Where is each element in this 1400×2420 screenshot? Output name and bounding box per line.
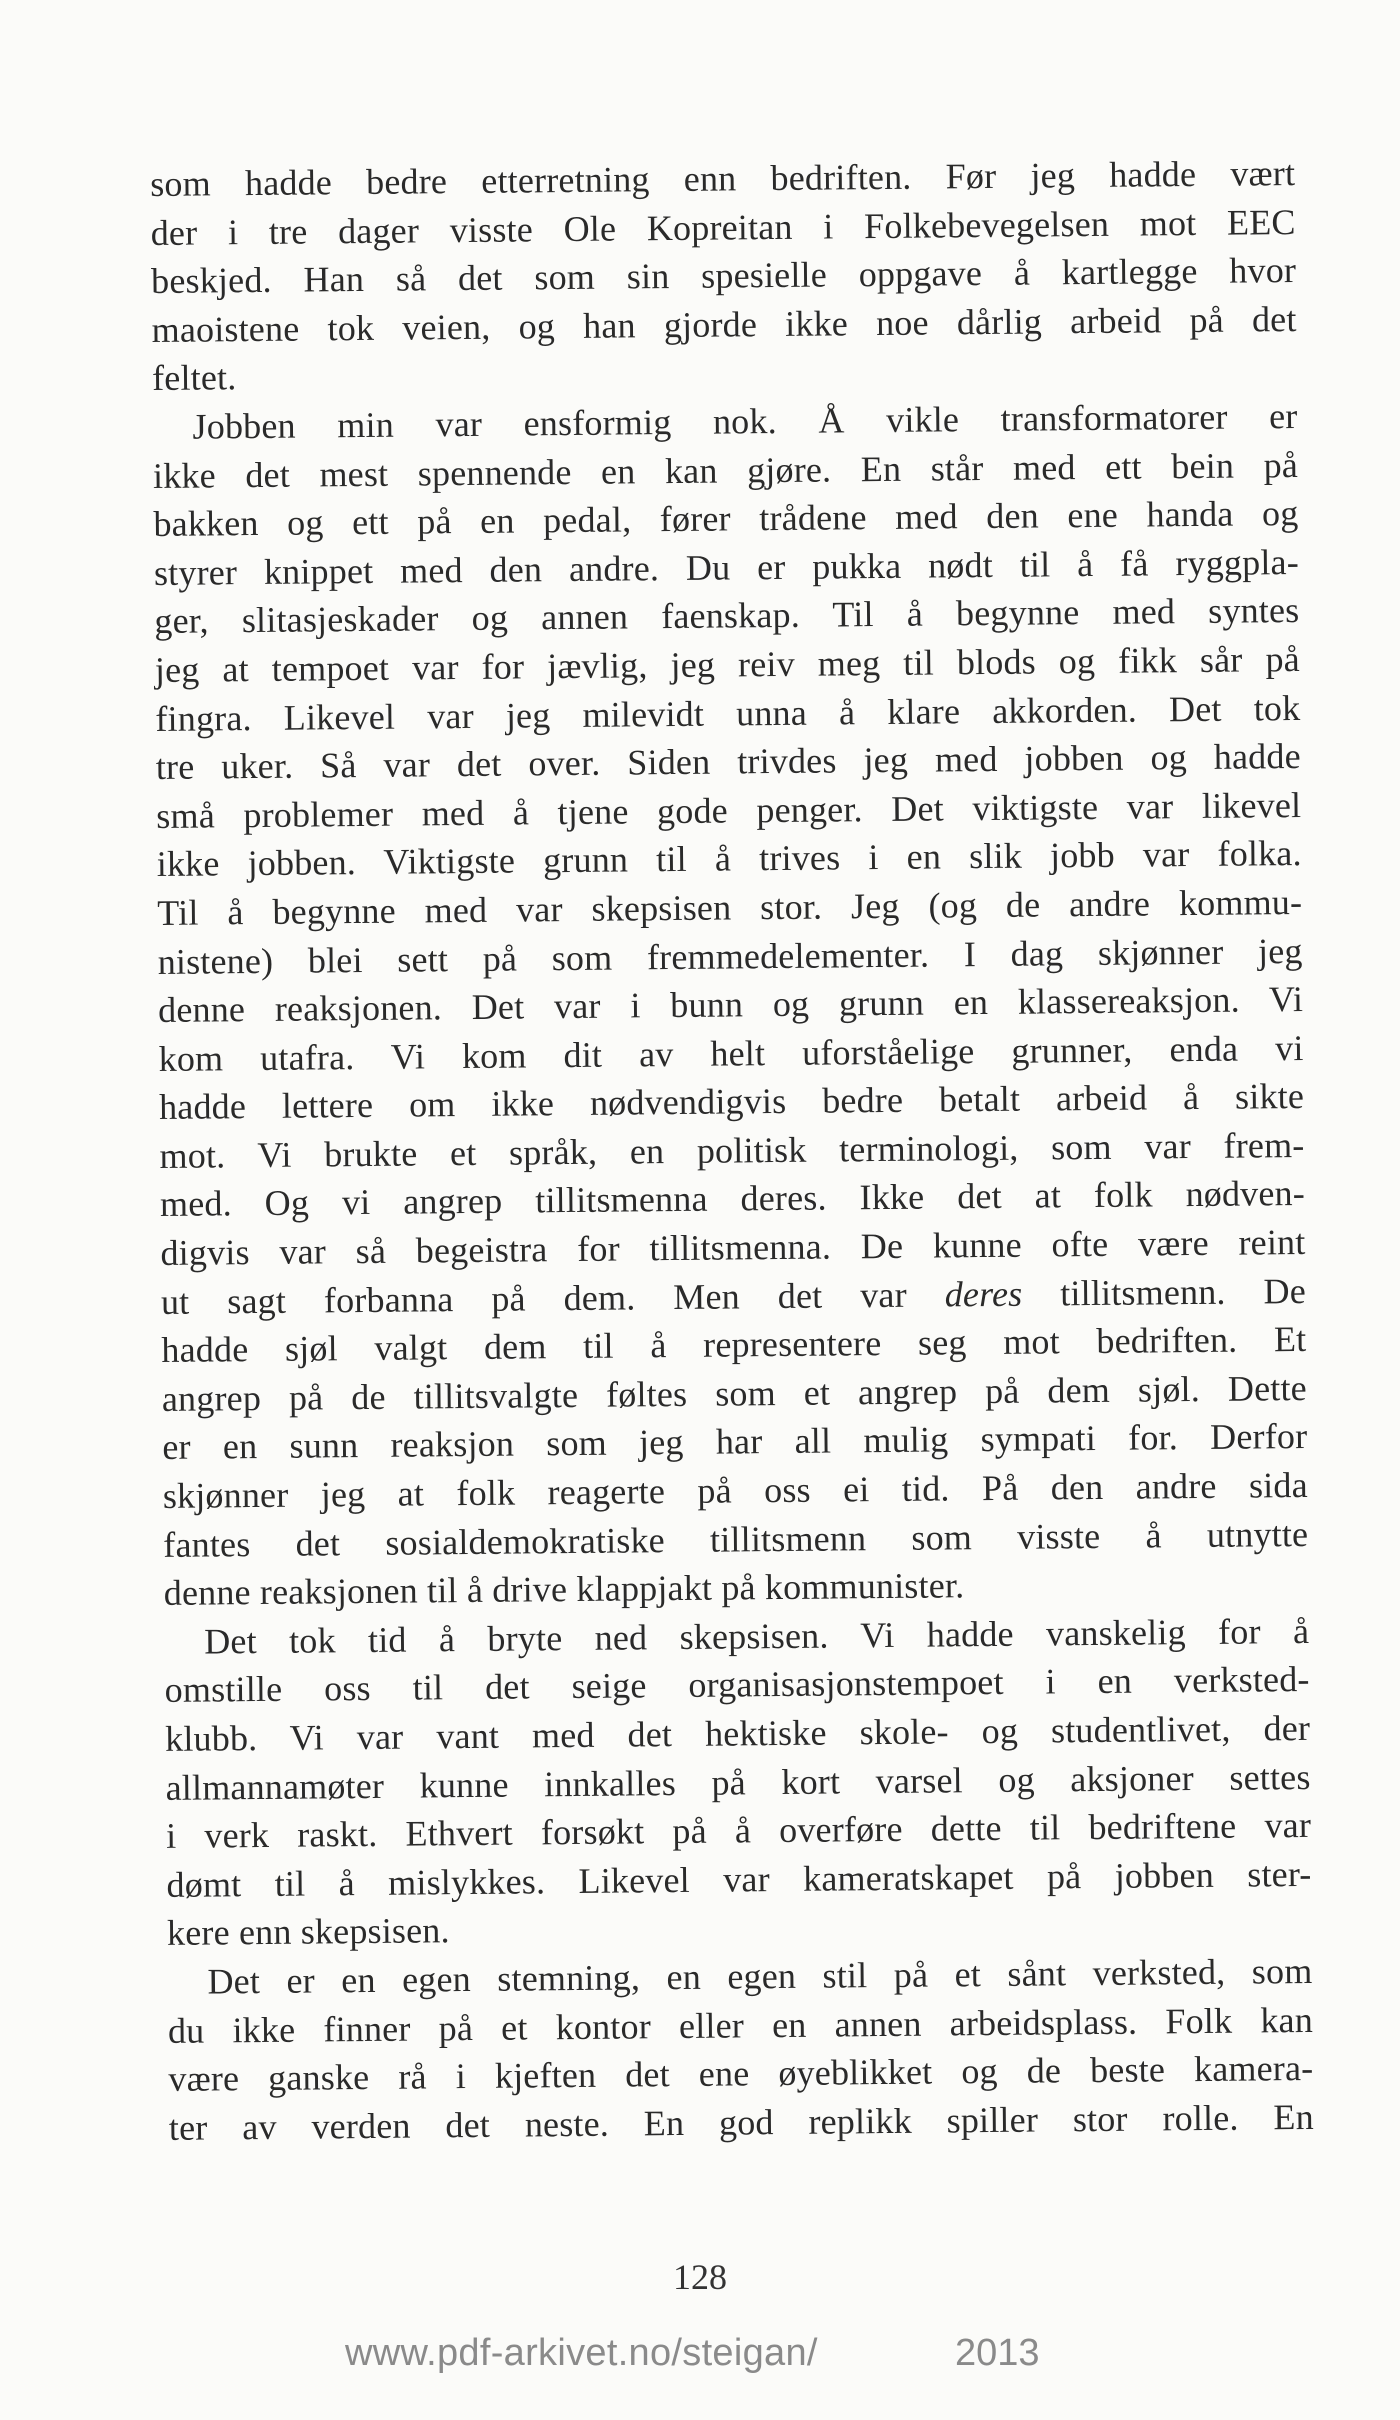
text-line-7: ikke det mest spennende en kan gjøre. En står med ett bein på	[152, 444, 1299, 496]
footer-year: 2013	[955, 2332, 1040, 2374]
text-line-34: allmannamøter kunne innkalles på kort varsel og aksjoner settes	[165, 1756, 1311, 1808]
text-line-28: skjønner jeg at folk reagerte på oss ei tid. På den andre sida	[162, 1464, 1308, 1516]
text-line-32: omstille oss til det seige organisasjonstempoet i en verksted-	[164, 1659, 1310, 1711]
text-line-19: kom utafra. Vi kom dit av helt uforståelige grunner, enda vi	[158, 1027, 1304, 1079]
text-line-37: kere enn skepsisen.	[166, 1910, 450, 1954]
text-line-6: Jobben min var ensformig nok. Å vikle transformatorer er	[192, 395, 1298, 447]
text-line-16: Til å begynne med var skepsisen stor. Jeg (og de andre kommu-	[157, 881, 1303, 933]
text-line-26: angrep på de tillitsvalgte føltes som et angrep på dem sjøl. Dette	[161, 1367, 1308, 1419]
text-line-40: være ganske rå i kjeften det ene øyeblikket og de beste kamera-	[168, 2048, 1314, 2100]
text-line-4: maoistene tok veien, og han gjorde ikke noe dårlig arbeid på det	[151, 298, 1297, 350]
text-line-24-part-1: ut sagt forbanna på dem. Men det var	[160, 1274, 945, 1322]
text-line-38: Det er en egen stemning, en egen stil på et sånt verksted, som	[207, 1950, 1313, 2002]
text-line-27: er en sunn reaksjon som jeg har all mulig sympati for. Derfor	[162, 1416, 1308, 1468]
text-line-30: denne reaksjonen til å drive klappjakt på kommunister.	[163, 1565, 965, 1614]
text-line-2: der i tre dager visste Ole Kopreitan i Folkebevegelsen mot EEC	[150, 201, 1296, 253]
text-line-5: feltet.	[151, 357, 237, 399]
text-line-8: bakken og ett på en pedal, fører trådene med den ene handa og	[153, 493, 1299, 545]
text-line-23: digvis var så begeistra for tillitsmenna. De kunne ofte være reint	[160, 1222, 1306, 1274]
text-line-35: i verk raskt. Ethvert forsøkt på å overføre dette til bedriftene var	[165, 1805, 1312, 1857]
text-line-17: nistene) blei sett på som fremmedelementer. I dag skjønner jeg	[157, 930, 1303, 982]
emphasis-deres: deres	[944, 1273, 1023, 1315]
text-line-24-part-3: tillitsmenn. De	[1022, 1270, 1307, 1314]
text-line-14: små problemer med å tjene gode penger. Det viktigste var likevel	[156, 784, 1302, 836]
text-line-39: du ikke finner på et kontor eller en annen arbeidsplass. Folk kan	[167, 1999, 1314, 2051]
text-line-36: dømt til å mislykkes. Likevel var kameratskapet på jobben ster-	[166, 1853, 1312, 1905]
text-line-11: jeg at tempoet var for jævlig, jeg reiv meg til blods og fikk sår på	[154, 638, 1301, 690]
page-number: 128	[673, 2257, 727, 2297]
text-line-10: ger, slitasjeskader og annen faenskap. Til å begynne med syntes	[154, 590, 1300, 642]
body-text	[150, 149, 1314, 2152]
footer-source-url: www.pdf-arkivet.no/steigan/	[345, 2332, 818, 2374]
text-line-41: ter av verden det neste. En god replikk spiller stor rolle. En	[168, 2096, 1315, 2148]
text-line-13: tre uker. Så var det over. Siden trivdes jeg med jobben og hadde	[155, 736, 1301, 788]
text-line-29: fantes det sosialdemokratiske tillitsmenn som visste å utnytte	[163, 1513, 1309, 1565]
text-line-15: ikke jobben. Viktigste grunn til å trives i en slik jobb var folka.	[156, 833, 1302, 885]
text-line-25: hadde sjøl valgt dem til å representere seg mot bedriften. Et	[161, 1319, 1307, 1371]
text-line-18: denne reaksjonen. Det var i bunn og grunn en klassereaksjon. Vi	[157, 979, 1304, 1031]
text-line-12: fingra. Likevel var jeg milevidt unna å klare akkorden. Det tok	[155, 687, 1301, 739]
text-line-31: Det tok tid å bryte ned skepsisen. Vi hadde vanskelig for å	[204, 1610, 1310, 1662]
text-line-9: styrer knippet med den andre. Du er pukka nødt til å få ryggpla-	[153, 541, 1300, 593]
text-line-1: som hadde bedre etterretning enn bedriften. Før jeg hadde vært	[150, 153, 1296, 204]
text-line-3: beskjed. Han så det som sin spesielle oppgave å kartlegge hvor	[150, 250, 1297, 302]
text-line-20: hadde lettere om ikke nødvendigvis bedre betalt arbeid å sikte	[158, 1076, 1305, 1128]
text-line-22: med. Og vi angrep tillitsmenna deres. Ikke det at folk nødven-	[159, 1173, 1306, 1225]
text-line-33: klubb. Vi var vant med det hektiske skole- og studentlivet, der	[164, 1707, 1311, 1759]
text-line-21: mot. Vi brukte et språk, en politisk terminologi, som var frem-	[159, 1124, 1305, 1176]
